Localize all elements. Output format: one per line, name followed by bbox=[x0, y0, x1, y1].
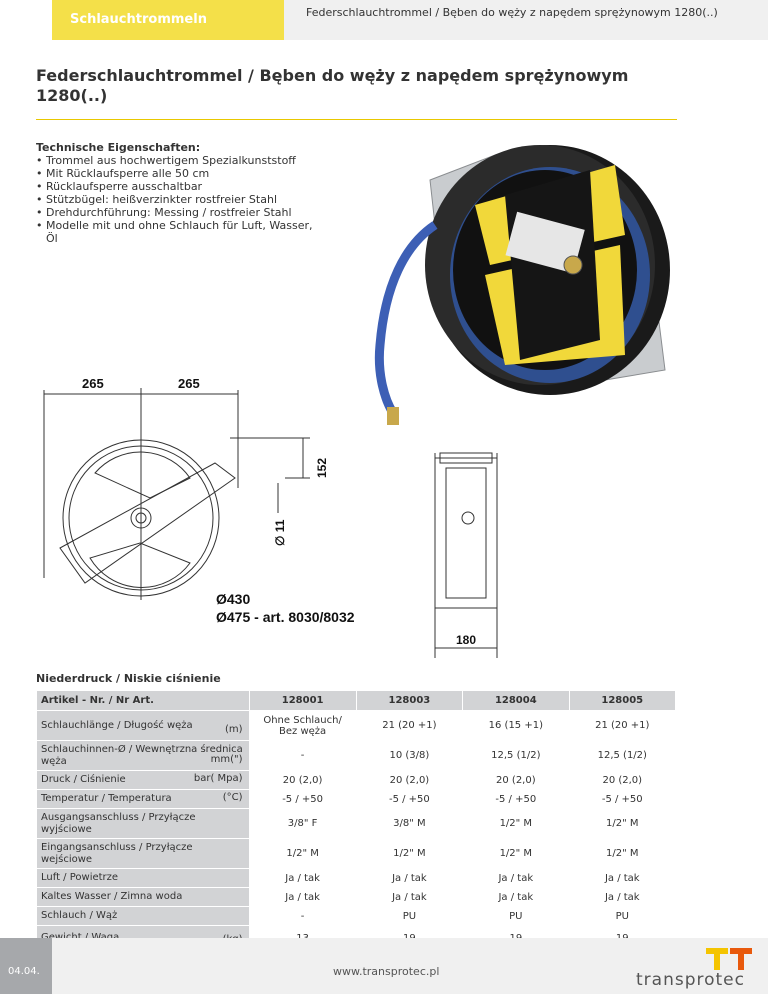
table-cell: 20 (2,0) bbox=[249, 771, 356, 790]
page-number-box bbox=[0, 938, 52, 994]
breadcrumb: Federschlauchtrommel / Bęben do węży z napędem sprężynowym 1280(..) bbox=[306, 6, 718, 19]
dim-label: Ø430 bbox=[216, 591, 251, 607]
table-cell: 10 (3/8) bbox=[356, 741, 462, 771]
table-row bbox=[37, 869, 676, 888]
dim-label: ∅ 11 bbox=[273, 519, 287, 546]
spec-item: • Rücklaufsperre ausschaltbar bbox=[36, 180, 326, 193]
table-cell: Ja / tak bbox=[249, 869, 356, 888]
table-cell: Ja / tak bbox=[569, 888, 675, 907]
dim-label: 180 bbox=[456, 633, 477, 647]
table-row bbox=[37, 790, 676, 809]
spec-item: • Stützbügel: heißverzinkter rostfreier Stahl bbox=[36, 193, 326, 206]
logo-text: transprotec bbox=[636, 970, 745, 990]
spec-item: • Drehdurchführung: Messing / rostfreier Stahl bbox=[36, 206, 326, 219]
category-tab[interactable] bbox=[52, 0, 284, 40]
table-cell: -5 / +50 bbox=[249, 790, 356, 809]
table-row bbox=[37, 711, 676, 741]
table-cell: 21 (20 +1) bbox=[356, 711, 462, 741]
table-row bbox=[37, 839, 676, 869]
table-cell: 3/8" F bbox=[249, 809, 356, 839]
table-cell: 16 (15 +1) bbox=[463, 711, 569, 741]
table-cell: 1/2" M bbox=[569, 839, 675, 869]
row-label: Schlauch / Wąż bbox=[37, 907, 250, 926]
spec-item: • Trommel aus hochwertigem Spezialkunststoff bbox=[36, 154, 326, 167]
row-label: Ausgangsanschluss / Przyłącze wyjściowe bbox=[37, 809, 250, 839]
table-cell: PU bbox=[356, 907, 462, 926]
column-header: 128004 bbox=[463, 691, 569, 711]
dim-label: 152 bbox=[315, 457, 329, 478]
page-title: Federschlauchtrommel / Bęben do węży z napędem sprężynowym 1280(..) bbox=[36, 66, 629, 105]
spec-item: • Mit Rücklaufsperre alle 50 cm bbox=[36, 167, 326, 180]
spec-item: • Modelle mit und ohne Schlauch für Luft, Wasser, Öl bbox=[36, 219, 326, 245]
table-cell: 20 (2,0) bbox=[569, 771, 675, 790]
row-label: Druck / Ciśnienie bar( Mpa) bbox=[37, 771, 250, 790]
row-label: Luft / Powietrze bbox=[37, 869, 250, 888]
table-cell: 1/2" M bbox=[249, 839, 356, 869]
table-cell: Ja / tak bbox=[463, 888, 569, 907]
table-cell: 20 (2,0) bbox=[463, 771, 569, 790]
table-cell: -5 / +50 bbox=[463, 790, 569, 809]
dim-label: 265 bbox=[178, 376, 200, 391]
table-cell: Ja / tak bbox=[463, 869, 569, 888]
dim-label: Ø475 - art. 8030/8032 bbox=[216, 609, 355, 625]
row-label: Eingangsanschluss / Przyłącze wejściowe bbox=[37, 839, 250, 869]
spec-table bbox=[36, 690, 676, 951]
table-row bbox=[37, 771, 676, 790]
column-header: 128001 bbox=[249, 691, 356, 711]
table-row bbox=[37, 741, 676, 771]
table-row bbox=[37, 809, 676, 839]
table-cell: PU bbox=[569, 907, 675, 926]
table-cell: 12,5 (1/2) bbox=[569, 741, 675, 771]
table-cell: Ja / tak bbox=[356, 888, 462, 907]
technical-drawing bbox=[20, 368, 510, 663]
category-tab-label: Schlauchtrommeln bbox=[70, 12, 207, 27]
table-cell: Ja / tak bbox=[356, 869, 462, 888]
row-label: Kaltes Wasser / Zimna woda bbox=[37, 888, 250, 907]
table-header-row bbox=[37, 691, 676, 711]
row-label: Schlauchinnen-Ø / Wewnętrzna średnica węża mm(") bbox=[37, 741, 250, 771]
title-divider bbox=[36, 119, 677, 120]
table-cell: 21 (20 +1) bbox=[569, 711, 675, 741]
spec-heading: Technische Eigenschaften: bbox=[36, 141, 201, 154]
table-cell: 1/2" M bbox=[356, 839, 462, 869]
header-breadcrumb-bar bbox=[284, 0, 768, 40]
row-label: Temperatur / Temperatura (°C) bbox=[37, 790, 250, 809]
table-section-title: Niederdruck / Niskie ciśnienie bbox=[36, 672, 221, 685]
table-cell: 1/2" M bbox=[463, 839, 569, 869]
table-cell: Ohne Schlauch/ Bez węża bbox=[249, 711, 356, 741]
table-cell: -5 / +50 bbox=[569, 790, 675, 809]
table-cell: - bbox=[249, 907, 356, 926]
page-number: 04.04. bbox=[8, 966, 40, 977]
column-header: 128003 bbox=[356, 691, 462, 711]
table-cell: 1/2" M bbox=[569, 809, 675, 839]
table-cell: Ja / tak bbox=[569, 869, 675, 888]
table-cell: 12,5 (1/2) bbox=[463, 741, 569, 771]
row-label: Schlauchlänge / Długość węża (m) bbox=[37, 711, 250, 741]
table-cell: - bbox=[249, 741, 356, 771]
logo-mark-icon bbox=[706, 946, 756, 970]
footer-url[interactable]: www.transprotec.pl bbox=[333, 965, 440, 978]
brand-logo bbox=[636, 946, 756, 990]
row-unit: mm(") bbox=[210, 754, 243, 765]
dim-label: 265 bbox=[82, 376, 104, 391]
row-unit: (°C) bbox=[222, 792, 243, 803]
spec-list bbox=[36, 141, 326, 245]
table-cell: 3/8" M bbox=[356, 809, 462, 839]
table-row bbox=[37, 888, 676, 907]
table-header-label: Artikel - Nr. / Nr Art. bbox=[37, 691, 250, 711]
page-footer bbox=[0, 938, 768, 994]
table-cell: 20 (2,0) bbox=[356, 771, 462, 790]
table-cell: PU bbox=[463, 907, 569, 926]
table-cell: Ja / tak bbox=[249, 888, 356, 907]
table-cell: 1/2" M bbox=[463, 809, 569, 839]
row-unit: bar( Mpa) bbox=[193, 773, 243, 784]
column-header: 128005 bbox=[569, 691, 675, 711]
row-unit: (m) bbox=[224, 724, 243, 735]
table-cell: -5 / +50 bbox=[356, 790, 462, 809]
table-row bbox=[37, 907, 676, 926]
